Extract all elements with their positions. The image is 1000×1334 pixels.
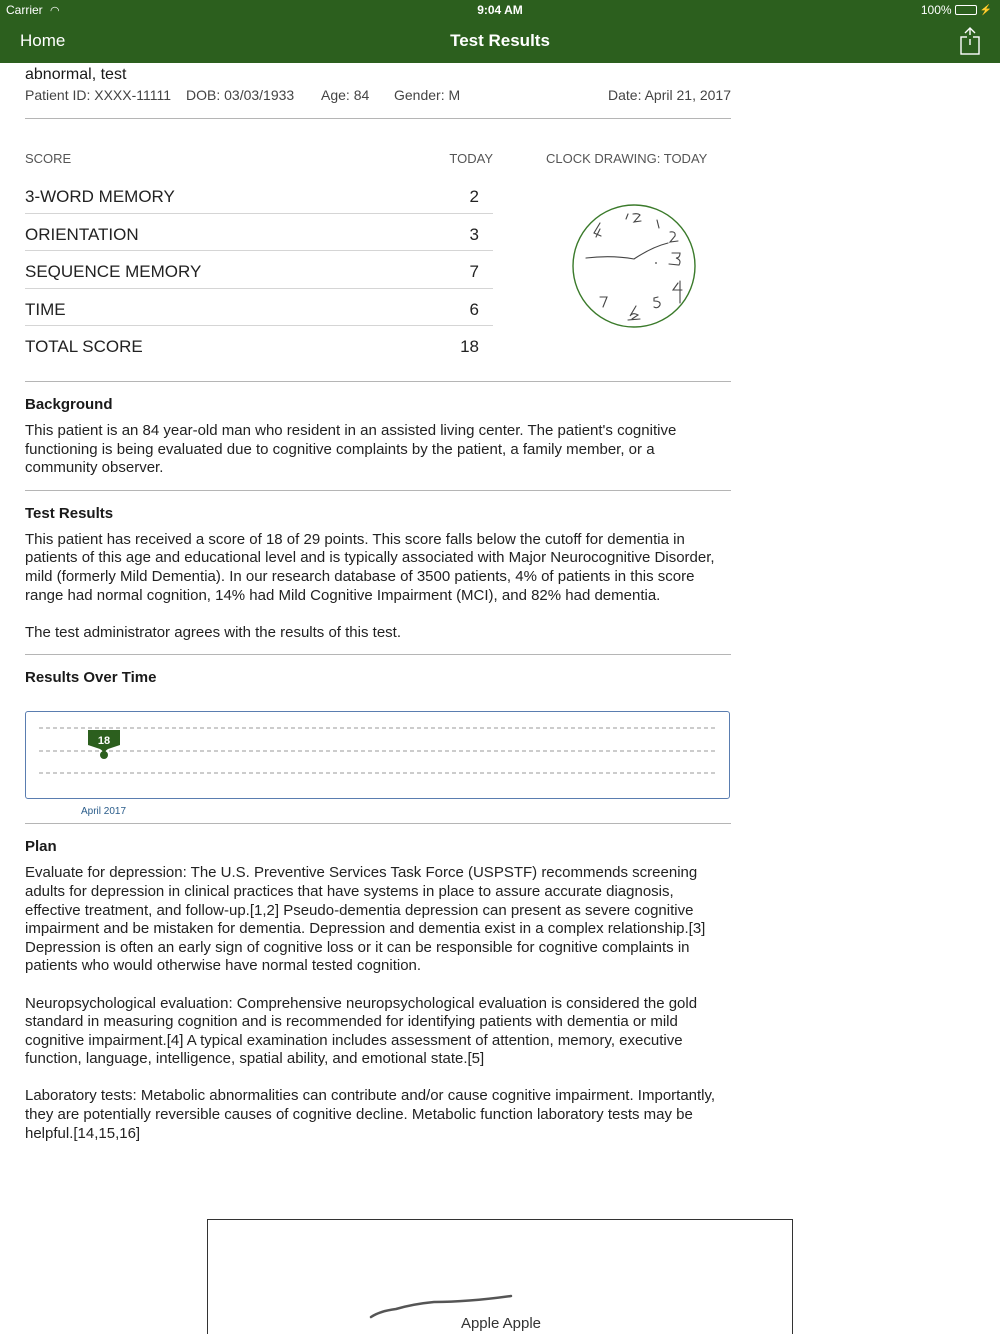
- battery-percent: 100%: [920, 3, 952, 17]
- divider: [25, 381, 731, 382]
- status-battery: [921, 3, 992, 17]
- patient-age: Age: 84: [321, 87, 370, 103]
- page-title: Test Results: [450, 31, 550, 50]
- test-results-heading: Test Results: [25, 504, 114, 522]
- results-chart: [25, 711, 730, 799]
- carrier-label: Carrier: [6, 3, 43, 17]
- score-value: 7: [469, 262, 479, 281]
- score-value: 3: [469, 224, 479, 244]
- plan-neuropsych-text: Neuropsychological evaluation: Comprehensive neuropsychological evaluation is considered the gold standard in measuring cognition and is recommended for identifying patients with dementia or mild cognitive impairment.[4] A typical examination includes assessment of attention, memory, executive function, language, intelligence, spatial ability, and emotional state.[5]: [25, 994, 698, 1068]
- test-results-text: This patient has received a score of 18 of 29 points. This score falls below the cutoff for dementia in patients of this age and educational level and is typically associated with Major Neurocognitive Disorder, mild (formerly Mild Dementia). In our research database of 3500 patients, 4% of patients in this score range had normal cognition, 14% had Mild Cognitive Impairment (MCI), and 82% had dementia.: [25, 530, 715, 604]
- results-over-time-heading: Results Over Time: [25, 669, 157, 687]
- plan-laboratory-text: Laboratory tests: Metabolic abnormalities can contribute and/or cause cognitive impairment. Importantly, they are potentially reversible causes of cognitive decline. Metabolic function laboratory tests may be helpful.[14,15,16]: [25, 1087, 716, 1142]
- clock-drawing-title: CLOCK DRAWING: TODAY: [546, 151, 708, 166]
- report-content: [25, 63, 731, 1155]
- score-row-word-memory: [25, 176, 493, 214]
- wifi-icon: ◠: [50, 5, 60, 17]
- nav-bar: [0, 20, 1000, 63]
- background-heading: Background: [25, 396, 113, 413]
- score-row-time: [25, 289, 493, 327]
- patient-meta: [25, 87, 731, 109]
- results-chart-plot: [26, 712, 729, 798]
- clock-drawing-image: [570, 203, 700, 333]
- plan-depression-text: Evaluate for depression: The U.S. Preventive Services Task Force (USPSTF) recommends screening adults for depression in clinical practices that have systems in place to assure accurate diagnosis, effective treatment, and follow-up.[1,2] Pseudo-dementia depression can present as severe cognitive impairment and be mistaken for dementia. Depression and dementia exist in a complex relationship.[3] Depression is often an early sign of cognitive loss or it can be responsible for cognitive complaints in patients who would otherwise have normal tested cognition.: [25, 864, 706, 975]
- signature-name: Apple Apple: [460, 1315, 542, 1332]
- background-section: [25, 396, 731, 490]
- background-text: This patient is an 84 year-old man who resident in an assisted living center. The patient's cognitive functioning is being evaluated due to cognitive complaints by the patient, a family member, or a community observer.: [25, 422, 677, 477]
- plan-heading: Plan: [25, 838, 57, 856]
- score-label: TOTAL SCORE: [25, 337, 143, 356]
- score-value: 18: [460, 337, 479, 356]
- score-area: [25, 119, 731, 381]
- patient-dob: DOB: 03/03/1933: [186, 87, 295, 103]
- app-header: [0, 0, 1000, 63]
- results-over-time-section: [25, 669, 731, 823]
- share-icon[interactable]: [958, 26, 982, 56]
- status-time: 9:04 AM: [477, 3, 523, 17]
- chart-data-label: 18: [97, 735, 111, 748]
- score-row-orientation: [25, 214, 493, 252]
- score-label: TIME: [25, 299, 66, 319]
- patient-id: Patient ID: XXXX-11111: [25, 87, 172, 103]
- test-results-section: [25, 505, 731, 655]
- home-button[interactable]: Home: [20, 31, 66, 50]
- score-row-sequence-memory: [25, 251, 493, 289]
- chart-x-tick-label: April 2017: [81, 806, 127, 818]
- divider: [25, 490, 731, 491]
- chart-point: [100, 751, 108, 759]
- battery-icon: [955, 5, 977, 15]
- today-column-header: TODAY: [449, 151, 493, 166]
- plan-section: [25, 838, 731, 1155]
- score-table-header: [25, 144, 493, 176]
- score-table: [25, 144, 493, 364]
- divider: [25, 654, 731, 655]
- signature-box: [207, 1219, 793, 1334]
- report-date: Date: April 21, 2017: [608, 87, 731, 103]
- patient-name: abnormal, test: [25, 66, 127, 83]
- charging-icon: ⚡: [979, 4, 992, 16]
- divider: [25, 823, 731, 824]
- score-label: 3-WORD MEMORY: [25, 187, 175, 206]
- score-label: ORIENTATION: [25, 224, 139, 244]
- score-column-header: SCORE: [25, 151, 72, 166]
- score-label: SEQUENCE MEMORY: [25, 262, 202, 281]
- score-value: 2: [469, 187, 479, 206]
- administrator-agreement-text: The test administrator agrees with the results of this test.: [25, 623, 401, 641]
- score-value: 6: [469, 299, 479, 319]
- patient-gender: Gender: M: [394, 87, 461, 103]
- status-bar: [0, 0, 1000, 20]
- score-row-total: [25, 326, 493, 364]
